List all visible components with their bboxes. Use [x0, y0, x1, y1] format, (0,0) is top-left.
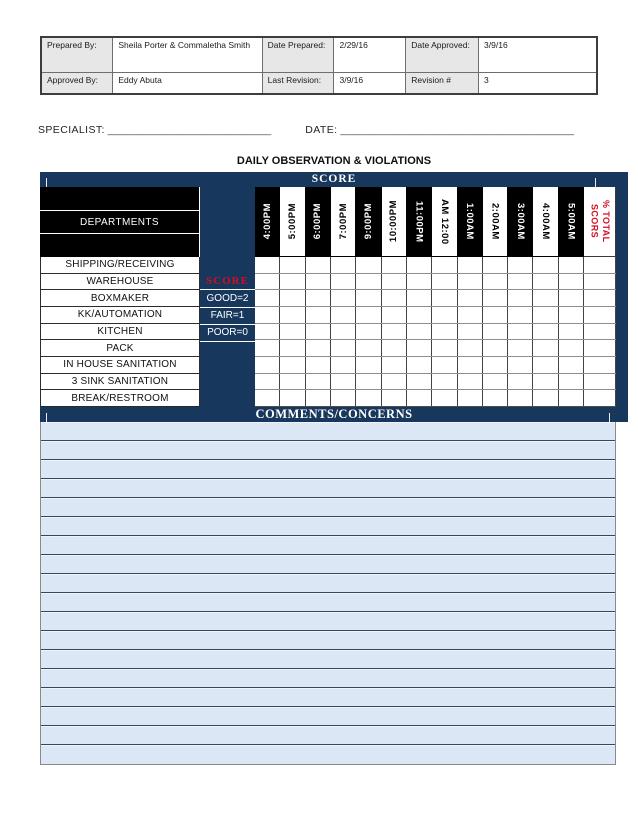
prepared-by-label: Prepared By: — [41, 37, 113, 72]
score-cell[interactable] — [483, 357, 508, 373]
score-grid-row — [255, 307, 616, 324]
score-cell[interactable] — [306, 374, 331, 390]
specialist-date-line — [38, 124, 618, 136]
score-grid-row — [255, 357, 616, 374]
score-cell[interactable] — [483, 340, 508, 356]
score-cell[interactable] — [255, 290, 280, 306]
time-column-label: 4:00PM — [261, 203, 273, 240]
score-cell[interactable] — [331, 390, 356, 406]
score-cell[interactable] — [432, 307, 457, 323]
score-cell[interactable] — [280, 374, 305, 390]
score-cell[interactable] — [508, 340, 533, 356]
time-column-header — [407, 187, 432, 256]
score-cell[interactable] — [407, 307, 432, 323]
score-cell[interactable] — [559, 257, 584, 273]
legend-spacer — [200, 375, 255, 391]
score-cell[interactable] — [407, 324, 432, 340]
score-cell[interactable] — [559, 324, 584, 340]
right-border-strip — [616, 187, 628, 407]
score-cell[interactable] — [508, 290, 533, 306]
comment-row[interactable] — [41, 517, 615, 536]
time-column-header — [432, 187, 457, 256]
time-column-header — [356, 187, 381, 256]
score-cell[interactable] — [280, 340, 305, 356]
time-column-header — [382, 187, 407, 256]
score-band-title: SCORE — [311, 173, 357, 185]
comment-row[interactable] — [41, 745, 615, 764]
score-cell[interactable] — [280, 290, 305, 306]
score-body — [40, 257, 616, 407]
score-cell[interactable] — [432, 274, 457, 290]
score-cell[interactable] — [458, 374, 483, 390]
score-cell[interactable] — [458, 290, 483, 306]
revision-number-label: Revision # — [406, 72, 479, 94]
score-cell[interactable] — [382, 257, 407, 273]
date-approved-label: Date Approved: — [406, 37, 479, 72]
score-cell[interactable] — [407, 374, 432, 390]
legend-spacer — [200, 358, 255, 374]
approved-by-label: Approved By: — [41, 72, 113, 94]
score-cell[interactable] — [280, 307, 305, 323]
score-cell[interactable] — [331, 324, 356, 340]
score-grid-row — [255, 374, 616, 391]
score-cell[interactable] — [483, 290, 508, 306]
score-cell[interactable] — [280, 257, 305, 273]
comment-row[interactable] — [41, 612, 615, 631]
last-revision-label: Last Revision: — [262, 72, 334, 94]
total-label-line2: SCORS — [589, 204, 600, 239]
score-cell[interactable] — [533, 274, 558, 290]
department-cell: 3 SINK SANITATION — [41, 374, 199, 391]
page-title: DAILY OBSERVATION & VIOLATIONS — [236, 155, 432, 167]
score-cell[interactable] — [356, 340, 381, 356]
score-cell[interactable] — [533, 390, 558, 406]
comment-row[interactable] — [41, 707, 615, 726]
score-cell[interactable] — [306, 324, 331, 340]
comment-row[interactable] — [41, 479, 615, 498]
score-cell[interactable] — [458, 357, 483, 373]
score-cell[interactable] — [255, 257, 280, 273]
score-legend — [200, 257, 255, 407]
header-table — [40, 36, 598, 95]
time-column-label: 1:00AM — [464, 203, 476, 240]
approved-by-value: Eddy Abuta — [113, 72, 262, 94]
comments-title: COMMENTS/CONCERNS — [255, 407, 413, 421]
band-tick — [46, 178, 47, 187]
total-score-cell[interactable] — [584, 324, 616, 340]
comment-row[interactable] — [41, 650, 615, 669]
score-cell[interactable] — [306, 274, 331, 290]
score-cell[interactable] — [508, 257, 533, 273]
band-tick — [609, 413, 610, 422]
date-blank-field[interactable]: ________________________________________ — [340, 124, 574, 136]
score-cell[interactable] — [533, 357, 558, 373]
time-column-label: AM 12:00 — [438, 198, 450, 245]
score-cell[interactable] — [458, 274, 483, 290]
legend-item: FAIR=1 — [200, 308, 255, 325]
legend-column-header — [200, 187, 255, 257]
time-column-label: 7:00PM — [337, 203, 349, 240]
header-row-approved — [41, 72, 597, 94]
department-column — [40, 257, 200, 407]
time-column-header — [533, 187, 558, 256]
score-cell[interactable] — [407, 290, 432, 306]
score-cell[interactable] — [432, 257, 457, 273]
score-cell[interactable] — [533, 340, 558, 356]
score-cell[interactable] — [331, 307, 356, 323]
score-cell[interactable] — [331, 374, 356, 390]
score-cell[interactable] — [280, 390, 305, 406]
score-grid-row — [255, 274, 616, 291]
score-cell[interactable] — [483, 257, 508, 273]
score-cell[interactable] — [432, 374, 457, 390]
score-cell[interactable] — [331, 357, 356, 373]
total-score-cell[interactable] — [584, 290, 616, 306]
score-header-row — [40, 187, 616, 257]
score-cell[interactable] — [458, 307, 483, 323]
comment-row[interactable] — [41, 726, 615, 745]
comments-band — [40, 407, 628, 422]
score-cell[interactable] — [533, 290, 558, 306]
comment-row[interactable] — [41, 441, 615, 460]
score-cell[interactable] — [306, 290, 331, 306]
band-tick — [595, 178, 596, 187]
time-column-label: 4:00AM — [540, 203, 552, 240]
total-score-cell[interactable] — [584, 257, 616, 273]
score-cell[interactable] — [483, 307, 508, 323]
total-score-cell[interactable] — [584, 374, 616, 390]
score-cell[interactable] — [432, 290, 457, 306]
department-cell: BOXMAKER — [41, 290, 199, 307]
score-cell[interactable] — [306, 257, 331, 273]
score-cell[interactable] — [508, 390, 533, 406]
score-cell[interactable] — [458, 340, 483, 356]
score-cell[interactable] — [508, 274, 533, 290]
score-cell[interactable] — [483, 374, 508, 390]
time-column-header — [508, 187, 533, 256]
time-column-label: 11:00PM — [413, 200, 425, 243]
time-column-header — [280, 187, 305, 256]
total-column-label — [588, 200, 611, 242]
specialist-blank-field[interactable]: ____________________________ — [107, 124, 272, 136]
score-cell[interactable] — [331, 290, 356, 306]
score-cell[interactable] — [508, 374, 533, 390]
score-grid-row — [255, 257, 616, 274]
time-column-header — [559, 187, 584, 256]
comment-row[interactable] — [41, 574, 615, 593]
score-cell[interactable] — [255, 324, 280, 340]
score-cell[interactable] — [432, 390, 457, 406]
score-cell[interactable] — [280, 357, 305, 373]
legend-item: GOOD=2 — [200, 290, 255, 307]
score-cell[interactable] — [255, 390, 280, 406]
score-cell[interactable] — [508, 324, 533, 340]
departments-header-spacer — [40, 187, 199, 210]
departments-header-spacer — [40, 234, 199, 257]
total-score-cell[interactable] — [584, 357, 616, 373]
comment-row[interactable] — [41, 498, 615, 517]
score-cell[interactable] — [559, 374, 584, 390]
score-cell[interactable] — [382, 374, 407, 390]
score-cell[interactable] — [356, 290, 381, 306]
score-cell[interactable] — [432, 357, 457, 373]
comment-row[interactable] — [41, 631, 615, 650]
time-column-header — [331, 187, 356, 256]
total-score-cell[interactable] — [584, 307, 616, 323]
score-grid-row — [255, 390, 616, 406]
department-cell: WAREHOUSE — [41, 274, 199, 291]
score-cell[interactable] — [559, 307, 584, 323]
score-cell[interactable] — [255, 274, 280, 290]
score-cell[interactable] — [432, 324, 457, 340]
date-label: DATE: — [305, 124, 338, 136]
comments-area — [40, 422, 616, 765]
score-cell[interactable] — [356, 390, 381, 406]
score-cell[interactable] — [382, 307, 407, 323]
last-revision-value: 3/9/16 — [334, 72, 406, 94]
specialist-label: SPECIALIST: — [38, 124, 105, 136]
score-cell[interactable] — [331, 257, 356, 273]
score-cell[interactable] — [458, 390, 483, 406]
score-cell[interactable] — [255, 374, 280, 390]
score-cell[interactable] — [331, 274, 356, 290]
score-cell[interactable] — [559, 357, 584, 373]
date-approved-value: 3/9/16 — [479, 37, 597, 72]
date-prepared-value: 2/29/16 — [334, 37, 406, 72]
score-cell[interactable] — [356, 257, 381, 273]
departments-header-block — [40, 187, 200, 257]
time-column-header — [306, 187, 331, 256]
score-cell[interactable] — [533, 324, 558, 340]
time-column-label: 2:00AM — [489, 203, 501, 240]
time-column-label: 5:00PM — [286, 203, 298, 240]
score-cell[interactable] — [382, 324, 407, 340]
score-cell[interactable] — [306, 357, 331, 373]
legend-spacer — [200, 342, 255, 358]
score-cell[interactable] — [483, 274, 508, 290]
time-columns-row — [255, 187, 584, 257]
score-cell[interactable] — [356, 274, 381, 290]
score-cell[interactable] — [382, 290, 407, 306]
total-score-cell[interactable] — [584, 274, 616, 290]
department-cell: SHIPPING/RECEIVING — [41, 257, 199, 274]
score-cell[interactable] — [458, 324, 483, 340]
score-cell[interactable] — [559, 274, 584, 290]
comment-row[interactable] — [41, 536, 615, 555]
comment-row[interactable] — [41, 593, 615, 612]
department-cell: PACK — [41, 340, 199, 357]
total-label-line1: % TOTAL — [600, 200, 611, 243]
total-score-cell[interactable] — [584, 340, 616, 356]
score-cell[interactable] — [483, 390, 508, 406]
score-cell[interactable] — [255, 307, 280, 323]
department-cell: BREAK/RESTROOM — [71, 392, 169, 404]
score-cell[interactable] — [407, 357, 432, 373]
time-column-header — [255, 187, 280, 256]
score-grid-row — [255, 290, 616, 307]
score-cell[interactable] — [255, 357, 280, 373]
score-cell[interactable] — [382, 390, 407, 406]
band-tick — [46, 413, 47, 422]
department-cell: IN HOUSE SANITATION — [41, 357, 199, 374]
score-cell[interactable] — [255, 340, 280, 356]
departments-header: DEPARTMENTS — [40, 210, 199, 235]
legend-title: SCORE — [200, 273, 255, 290]
score-cell[interactable] — [356, 307, 381, 323]
score-cell[interactable] — [483, 324, 508, 340]
score-cell[interactable] — [356, 357, 381, 373]
score-cell[interactable] — [407, 340, 432, 356]
header-row-prepared — [41, 37, 597, 72]
department-cell: KK/AUTOMATION — [41, 307, 199, 324]
legend-spacer — [200, 257, 255, 273]
total-score-cell[interactable] — [584, 390, 616, 406]
score-table — [40, 172, 628, 765]
score-cell[interactable] — [280, 324, 305, 340]
total-column-header — [584, 187, 616, 257]
comment-row[interactable] — [41, 460, 615, 479]
score-grid-row — [255, 340, 616, 357]
revision-number-value: 3 — [479, 72, 597, 94]
legend-spacer — [200, 391, 255, 407]
score-cell[interactable] — [533, 257, 558, 273]
score-cell[interactable] — [382, 340, 407, 356]
score-cell[interactable] — [407, 274, 432, 290]
time-column-label: 5:00AM — [565, 203, 577, 240]
time-column-label: 6:00PM — [312, 203, 324, 240]
time-column-header — [483, 187, 508, 256]
score-cell[interactable] — [280, 274, 305, 290]
score-cell[interactable] — [382, 274, 407, 290]
score-cell[interactable] — [432, 340, 457, 356]
score-cell[interactable] — [407, 257, 432, 273]
score-cell[interactable] — [508, 357, 533, 373]
score-band — [40, 172, 628, 187]
score-cell[interactable] — [382, 357, 407, 373]
time-column-label: 3:00AM — [514, 203, 526, 240]
score-grid — [255, 257, 616, 407]
score-cell[interactable] — [306, 390, 331, 406]
score-cell[interactable] — [356, 374, 381, 390]
time-column-label: 9:00PM — [362, 203, 374, 240]
score-cell[interactable] — [407, 390, 432, 406]
score-cell[interactable] — [458, 257, 483, 273]
comment-row[interactable] — [41, 669, 615, 688]
score-cell[interactable] — [559, 390, 584, 406]
score-grid-row — [255, 324, 616, 341]
score-cell[interactable] — [559, 290, 584, 306]
score-cell[interactable] — [356, 324, 381, 340]
prepared-by-value: Sheila Porter & Commaletha Smith — [113, 37, 262, 72]
comment-row[interactable] — [41, 422, 615, 441]
department-cell: KITCHEN — [41, 324, 199, 341]
legend-item: POOR=0 — [200, 325, 255, 342]
score-cell[interactable] — [331, 340, 356, 356]
comment-row[interactable] — [41, 555, 615, 574]
score-cell[interactable] — [533, 307, 558, 323]
score-cell[interactable] — [306, 340, 331, 356]
date-prepared-label: Date Prepared: — [262, 37, 334, 72]
score-cell[interactable] — [533, 374, 558, 390]
score-cell[interactable] — [508, 307, 533, 323]
score-cell[interactable] — [306, 307, 331, 323]
comment-row[interactable] — [41, 688, 615, 707]
score-cell[interactable] — [559, 340, 584, 356]
time-column-header — [458, 187, 483, 256]
time-column-label: 10:00PM — [388, 200, 400, 243]
